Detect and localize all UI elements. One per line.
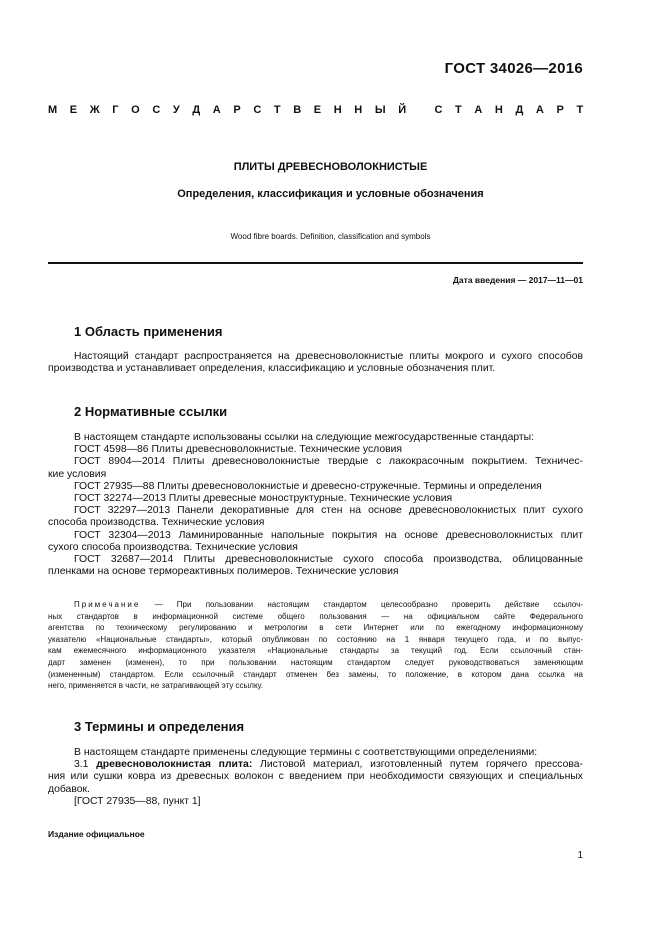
banner-letter: Н [494,104,503,116]
note-line: указателю «Национальные стандарты», который опубликован по состоянию на 1 января текущего года, и по выпус- [48,634,583,644]
reference-line: ГОСТ 32687—2014 Плиты древесноволокнистые сухого способа производства, облицованные [74,554,583,566]
term-definition-line: добавок. [48,783,90,795]
section-3-text [48,747,584,808]
document-subtitle: Определения, классификация и условные обозначения [177,188,484,200]
banner-letter: Й [398,104,407,116]
banner-letter: О [131,104,140,116]
term-name: древесноволокнистая плита: [96,759,253,771]
banner-letter: Н [333,104,342,116]
banner-letter: Р [233,104,241,116]
reference-line: ГОСТ 32304—2013 Ламинированные напольные покрытия на основе древесноволокнистых плит [74,529,583,541]
banner-letter: Н [354,104,363,116]
section-1-text [48,351,583,375]
english-title: Wood fibre boards. Definition, classification and symbols [230,232,431,241]
note-label: Примечание [74,600,141,609]
note-line: ных стандартов в информационной системе общего пользования — на официальном сайте Федерального [48,611,583,621]
text-line: производства и устанавливает определения, классификацию и условные обозначения плит. [48,363,496,375]
note-block [48,599,583,692]
note-text: — При пользовании настоящим стандартом целесообразно проверить действие ссылоч- [154,600,583,609]
banner-letter: Ж [89,104,100,116]
reference-line: ГОСТ 32297—2013 Панели декоративные для стен на основе древесноволокнистых плит сухого [74,505,583,517]
reference-line: ГОСТ 27935—88 Плиты древесноволокнистые и древесно-стружечные. Термины и определения [74,480,542,492]
term-reference: [ГОСТ 27935—88, пункт 1] [74,795,201,807]
section-2-heading: 2 Нормативные ссылки [74,404,228,419]
reference-line: способа производства. Технические условия [48,517,265,529]
section-3-heading: 3 Термины и определения [74,719,245,734]
banner-letter: А [474,104,483,116]
page-number: 1 [577,850,583,861]
text-line: В настоящем стандарте применены следующие термины с соответствующими определениями: [74,747,538,758]
note-line: кам ежемесячного информационного указателя «Национальные стандарты за текущий год. Если ссылочный стан- [48,646,583,656]
banner-letter: Т [455,104,462,116]
banner-letter: А [212,104,221,116]
banner-letter: В [293,104,302,116]
reference-line: пленками на основе термореактивных полимеров. Технические условия [48,566,399,578]
text-line: Настоящий стандарт распространяется на древесноволокнистые плиты мокрого и сухого способов [74,351,583,362]
banner-letter: Е [313,104,322,116]
banner-letter: Г [112,104,119,116]
banner-letter: Е [69,104,78,116]
banner-letter: Д [515,104,524,116]
title-divider [48,262,583,264]
reference-line: ГОСТ 8904—2014 Плиты древесноволокнистые твердые с лакокрасочным покрытием. Техничес- [74,456,583,468]
gost-number: ГОСТ 34026—2016 [444,60,583,77]
reference-line: ГОСТ 4598—86 Плиты древесноволокнистые. Технические условия [74,444,403,456]
banner-letter [419,104,422,116]
banner-letter: Т [576,104,584,116]
term-line [74,759,583,771]
reference-line: сухого способа производства. Технические условия [48,541,298,553]
banner-letter: Т [273,104,281,116]
banner-letter: У [172,104,180,116]
banner-letter: С [152,104,161,116]
official-edition-label: Издание официальное [48,829,145,839]
section-2-text [48,432,583,578]
term-definition: Листовой материал, изготовленный путем горячего прессова- [260,759,584,771]
document-title: ПЛИТЫ ДРЕВЕСНОВОЛОКНИСТЫЕ [233,161,428,173]
banner-letter: Р [556,104,564,116]
banner-letter: М [48,104,58,116]
banner-letter: С [253,104,262,116]
reference-line: ГОСТ 32274—2013 Плиты древесные моноструктурные. Технические условия [74,493,453,505]
note-line: него, применяется в части, не затрагивающей эту ссылку. [48,681,263,691]
section-1-heading: 1 Область применения [74,324,223,339]
term-definition-line: ния или сушки ковра из древесных волокон с введением при необходимости связующих и специальных [48,771,583,783]
note-line: агентства по техническому регулированию и метрологии в сети Интернет или по ежегодному информационному [48,623,583,633]
banner-letter: Ы [374,104,386,116]
note-line: дарт заменен (изменен), то при пользовании настоящим стандартом следует руководствоваться заменяющим [48,657,583,667]
text-line: В настоящем стандарте использованы ссылки на следующие межгосударственные стандарты: [74,432,535,443]
interstate-standard-banner [48,104,583,116]
banner-letter: А [535,104,544,116]
reference-line: кие условия [48,468,107,480]
note-line: (измененным) стандартом. Если ссылочный стандарт отменен без замены, то положение, в котором дана ссылка на [48,669,583,679]
term-number: 3.1 [74,759,89,771]
introduction-date: Дата введения — 2017—11—01 [452,275,583,285]
banner-letter: Д [192,104,201,116]
banner-letter: С [434,104,443,116]
note-line [74,599,583,611]
